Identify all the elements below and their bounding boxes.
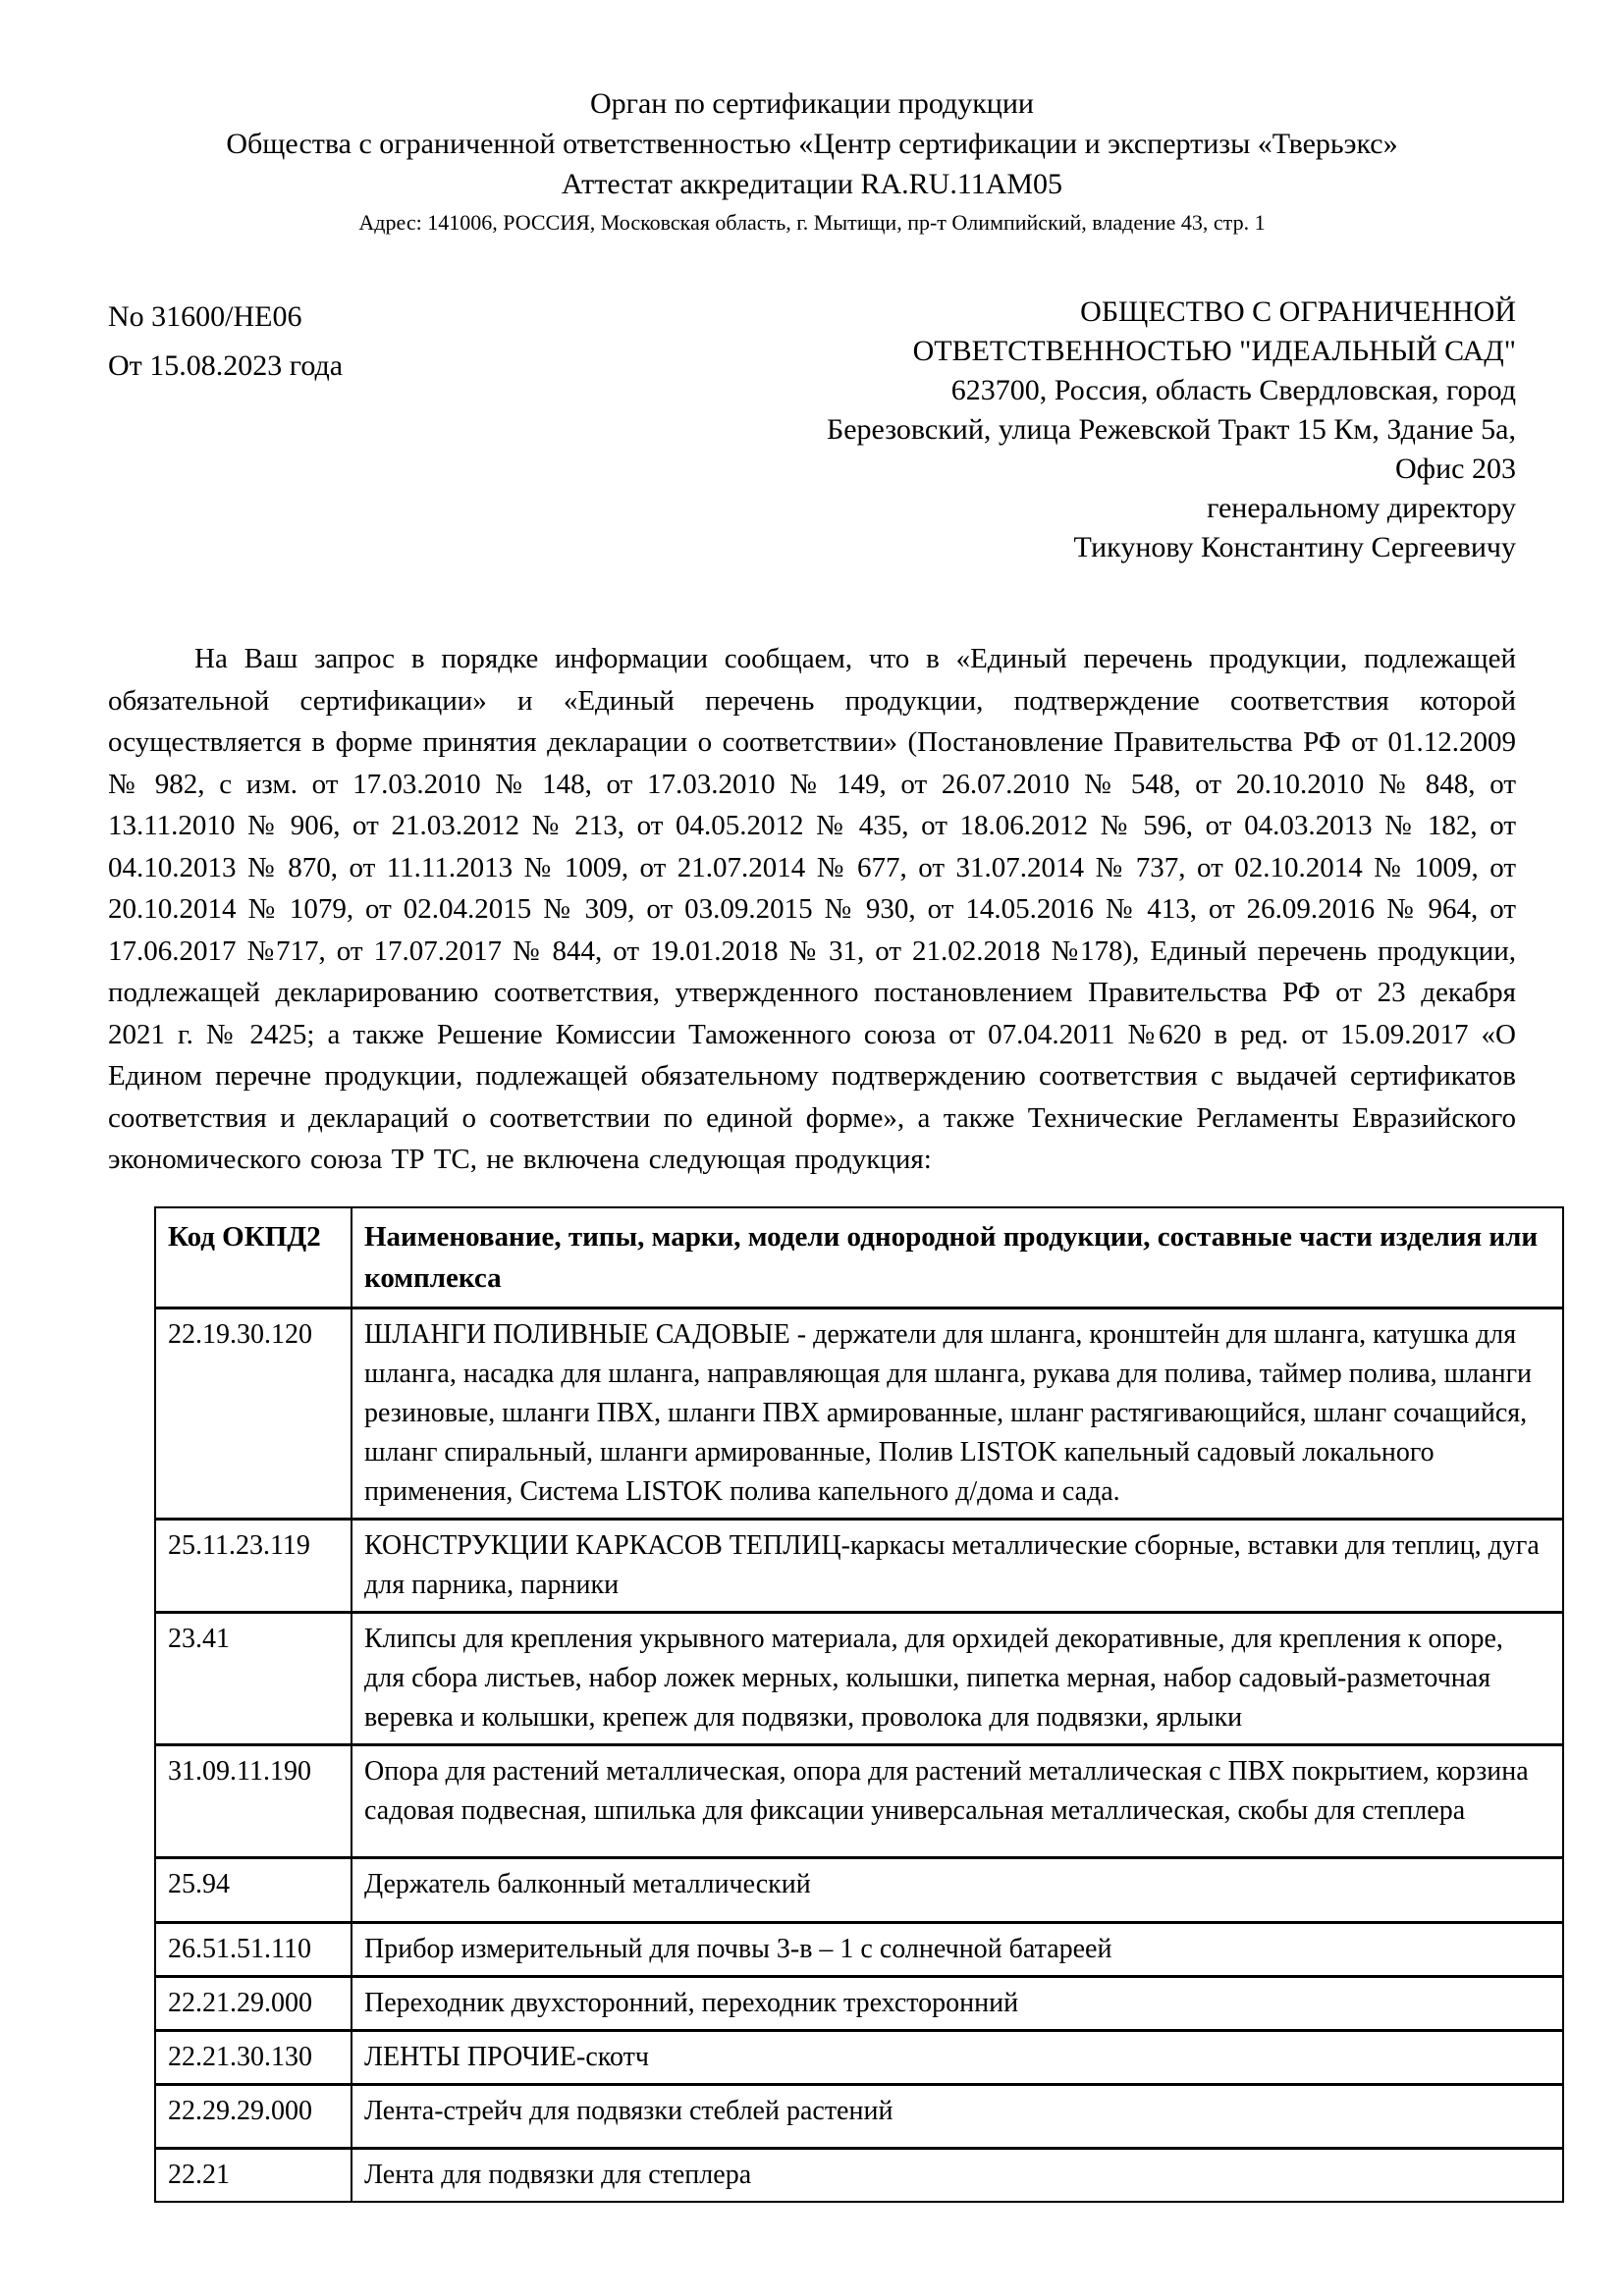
okpd-code: 22.21.29.000 — [155, 1976, 352, 2030]
recipient-line: Березовский, улица Режевской Тракт 15 Км, Здание 5а, — [826, 413, 1516, 446]
product-name: ЛЕНТЫ ПРОЧИЕ-скотч — [364, 2041, 649, 2072]
product-name: Лента-стрейч для подвязки стеблей растений — [364, 2095, 893, 2126]
okpd-code: 22.21.30.130 — [155, 2030, 352, 2084]
letter-body: На Ваш запрос в порядке информации сообщаем, что в «Единый перечень продукции, подлежащей обязательной сертификации» и «Единый перечень продукции, подтверждение соответствия которой осуществляется в форме принятия декларации о соответствии» (Постановление Правительства РФ от 01.12.2009 № 982, с изм. от 17.03.2010 № 148, от 17.03.2010 № 149, от 26.07.2010 № 548, от 20.10.2010 № 848, от 13.11.2010 № 906, от 21.03.2012 № 213, от 04.05.2012 № 435, от 18.06.2012 № 596, от 04.03.2013 № 182, от 04.10.2013 № 870, от 11.11.2013 № 1009, от 21.07.2014 № 677, от 31.07.2014 № 737, от 02.10.2014 № 1009, от 20.10.2014 № 1079, от 02.04.2015 № 309, от 03.09.2015 № 930, от 14.05.2016 № 413, от 26.09.2016 № 964, от 17.06.2017 №717, от 17.07.2017 № 844, от 19.01.2018 № 31, от 21.02.2018 №178), Единый перечень продукции, подлежащей декларированию соответствия, утвержденного постановлением Правительства РФ от 23 декабря 2021 г. № 2425; а также Решение Комиссии Таможенного союза от 07.04.2011 №620 в ред. от 15.09.2017 «О Едином перечне продукции, подлежащей обязательному подтверждению соответствия с выдачей сертификатов соответствия и деклараций о соответствии по единой форме», а также Технические Регламенты Евразийского экономического союза ТР ТС, не включена следующая продукция: — [108, 643, 1516, 1175]
table-header-row — [155, 1207, 1563, 1308]
product-table-body — [155, 1308, 1563, 2202]
table-row — [155, 1612, 1563, 1744]
product-name: Держатель балконный металлический — [364, 1868, 811, 1899]
okpd-code: 31.09.11.190 — [155, 1744, 352, 1857]
letterhead-title: Орган по сертификации продукции — [590, 87, 1034, 120]
header-product-name: Наименование, типы, марки, модели однородной продукции, составные части изделия или комплекса — [352, 1207, 1563, 1308]
table-row — [155, 1519, 1563, 1612]
letterhead-company: Общества с ограниченной ответственностью «Центр сертификации и экспертизы «Тверьэкс» — [226, 128, 1398, 160]
recipient-line: ОБЩЕСТВО С ОГРАНИЧЕННОЙ — [1080, 295, 1516, 328]
product-name: Опора для растений металлическая, опора для растений металлическая с ПВХ покрытием, корзина садовая подвесная, шпилька для фиксации универсальная металлическая, скобы для степлера — [364, 1755, 1529, 1826]
letterhead — [108, 83, 1516, 238]
reference-block — [108, 293, 343, 391]
table-row — [155, 2030, 1563, 2084]
table-row — [155, 1308, 1563, 1519]
recipient-line: ОТВЕТСТВЕННОСТЬЮ "ИДЕАЛЬНЫЙ САД" — [912, 335, 1516, 367]
product-name: Переходник двухсторонний, переходник трехсторонний — [364, 1987, 1019, 2018]
product-name: КОНСТРУКЦИИ КАРКАСОВ ТЕПЛИЦ-каркасы металлические сборные, вставки для теплиц, дуга для парника, парники — [364, 1529, 1540, 1600]
recipient-line: Офис 203 — [1395, 453, 1516, 485]
recipient-line: Тикунову Константину Сергеевичу — [1073, 531, 1516, 563]
table-row — [155, 2084, 1563, 2148]
table-row — [155, 1976, 1563, 2030]
product-name: Лента для подвязки для степлера — [364, 2159, 752, 2190]
okpd-code: 23.41 — [155, 1612, 352, 1744]
letterhead-address: Адрес: 141006, РОССИЯ, Московская область, г. Мытищи, пр-т Олимпийский, владение 43, стр. 1 — [358, 210, 1266, 235]
product-name: Клипсы для крепления укрывного материала, для орхидей декоративные, для крепления к опоре, для сбора листьев, набор ложек мерных, колышки, пипетка мерная, набор садовый-разметочная веревка и колышки, крепеж для подвязки, проволока для подвязки, ярлыки — [364, 1623, 1503, 1733]
okpd-code: 22.21 — [155, 2148, 352, 2202]
table-row — [155, 1922, 1563, 1976]
product-table — [154, 1206, 1564, 2203]
product-name: Прибор измерительный для почвы 3-в – 1 с солнечной батареей — [364, 1933, 1112, 1964]
reference-recipient-section — [108, 293, 1516, 567]
recipient-line: генеральному директору — [1207, 492, 1516, 524]
table-row — [155, 1857, 1563, 1922]
okpd-code: 26.51.51.110 — [155, 1922, 352, 1976]
okpd-code: 25.11.23.119 — [155, 1519, 352, 1612]
letterhead-accreditation: Аттестат аккредитации RA.RU.11АМ05 — [561, 168, 1063, 200]
table-row — [155, 2148, 1563, 2202]
letter-date: От 15.08.2023 года — [108, 349, 344, 382]
okpd-code: 22.19.30.120 — [155, 1308, 352, 1519]
okpd-code: 22.29.29.000 — [155, 2084, 352, 2148]
header-okpd-code: Код ОКПД2 — [155, 1207, 352, 1308]
table-row — [155, 1744, 1563, 1857]
recipient-block — [827, 293, 1516, 567]
letter-number: No 31600/НЕ06 — [108, 300, 302, 333]
product-name: ШЛАНГИ ПОЛИВНЫЕ САДОВЫЕ - держатели для шланга, кронштейн для шланга, катушка для шланга, насадка для шланга, направляющая для шланга, рукава для полива, таймер полива, шланги резиновые, шланги ПВХ, шланги ПВХ армированные, шланг растягивающийся, шланг сочащийся, шланг спиральный, шланги армированные, Полив LISTOK капельный садовый локального применения, Система LISTOK полива капельного д/дома и сада. — [364, 1318, 1533, 1507]
recipient-line: 623700, Россия, область Свердловская, город — [950, 374, 1516, 406]
okpd-code: 25.94 — [155, 1857, 352, 1922]
